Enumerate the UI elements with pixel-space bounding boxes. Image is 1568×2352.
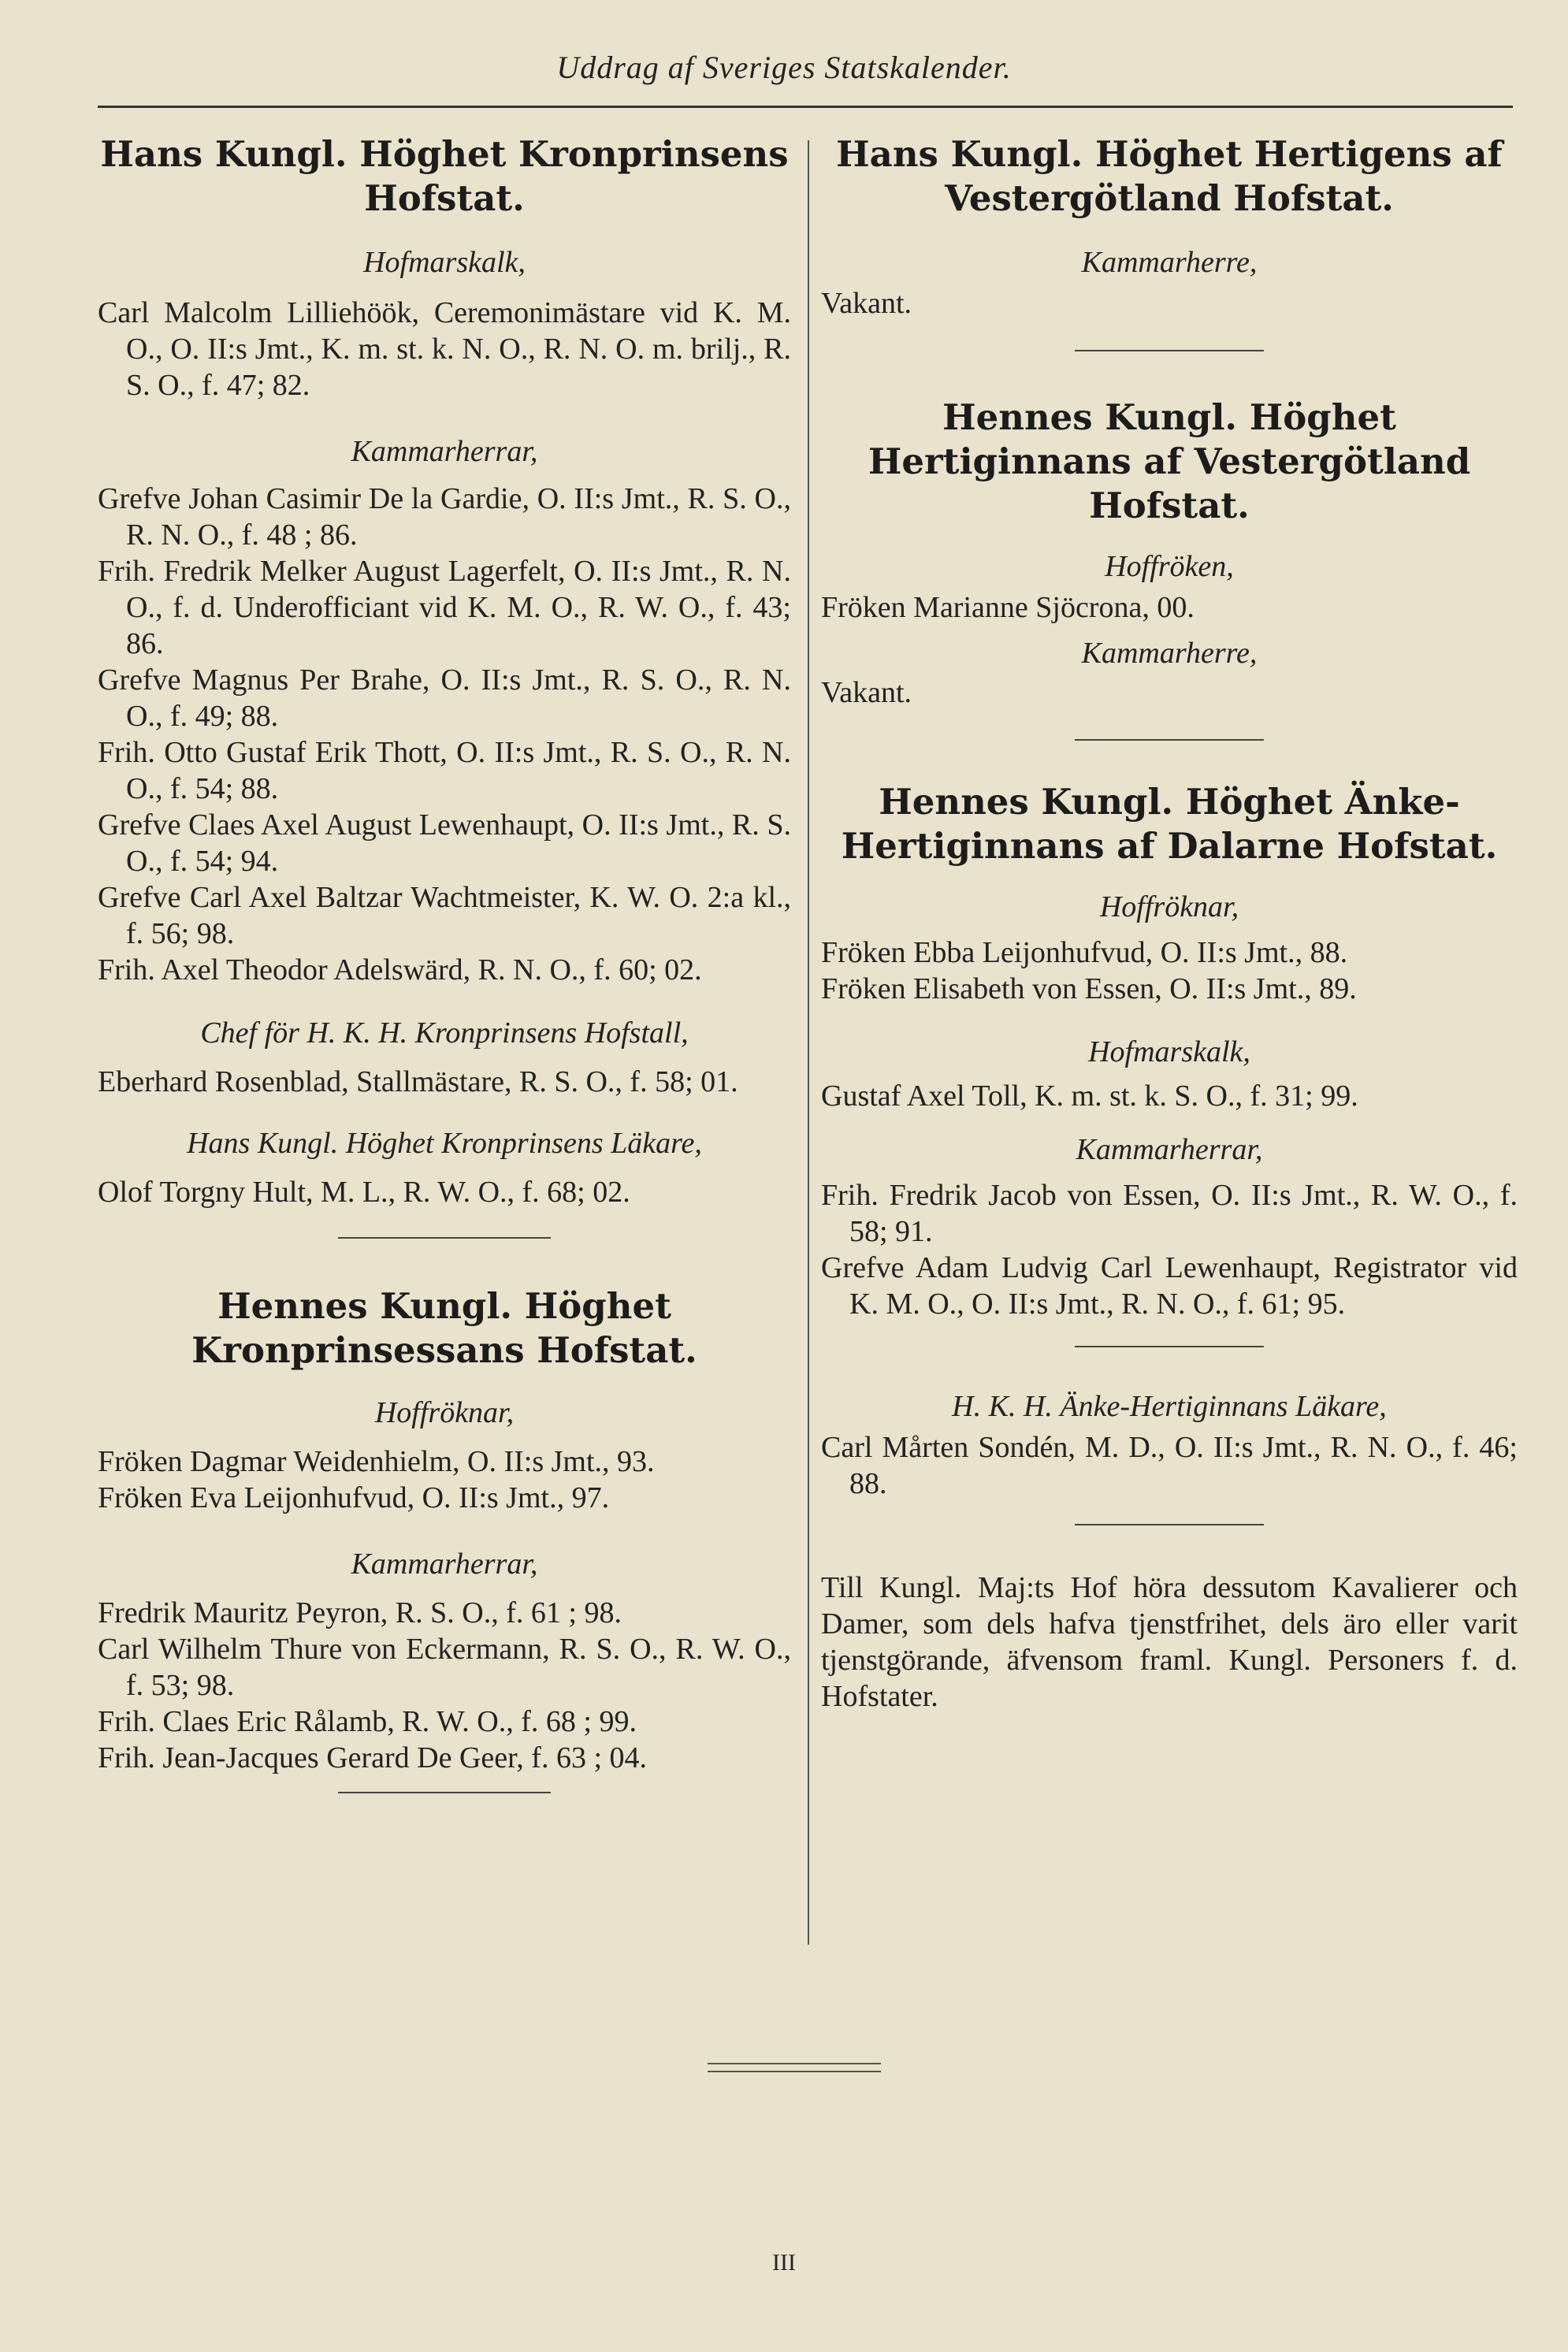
list-item: Vakant. [821, 676, 912, 709]
left-column [98, 132, 791, 1793]
list-item: Fredrik Mauritz Peyron, R. S. O., f. 61 ; 98. [98, 1596, 622, 1629]
section-divider [338, 1237, 551, 1239]
section-title-lakare: Hans Kungl. Höghet Kronprinsens Läkare, [187, 1127, 702, 1160]
list-item: Vakant. [821, 287, 912, 320]
right-column [821, 132, 1518, 1715]
list-item: Grefve Johan Casimir De la Gardie, O. II:s Jmt., R. S. O., R. N. O., f. 48 ; 86. [98, 482, 791, 552]
list-item: Frih. Fredrik Melker August Lagerfelt, O. II:s Jmt., R. N. O., f. d. Underofficiant vid K. M. O., R. W. O., f. 43; 86. [98, 555, 791, 660]
kammarherrar-list-3 [821, 1177, 1518, 1322]
section-divider [338, 1792, 551, 1793]
list-item: Grefve Magnus Per Brahe, O. II:s Jmt., R. S. O., R. N. O., f. 49; 88. [98, 663, 791, 733]
section-title-hofstall: Chef för H. K. H. Kronprinsens Hofstall, [200, 1016, 689, 1050]
section-title-hoffroknar: Hoffröknar, [374, 1396, 515, 1429]
section-title-kammarherre-2: Kammarherre, [1081, 637, 1258, 670]
list-item: Carl Wilhelm Thure von Eckermann, R. S. O., R. W. O., f. 53; 98. [98, 1633, 791, 1702]
section-title-hoffroken: Hoffröken, [1105, 550, 1234, 583]
list-item: Carl Malcolm Lilliehöök, Ceremonimästare vid K. M. O., O. II:s Jmt., K. m. st. k. N. O., R. N. O. m. brilj., R. S. O., f. 47; 82. [98, 296, 791, 402]
closing-rule-bottom [708, 2071, 881, 2072]
heading-kronprinsessans-hofstat: Hennes Kungl. Höghet Kronprinsessans Hofstat. [191, 1285, 697, 1371]
list-item: Olof Torgny Hult, M. L., R. W. O., f. 68; 02. [98, 1176, 630, 1209]
hoffroknar-list-2 [821, 934, 1518, 1007]
list-item: Grefve Claes Axel August Lewenhaupt, O. II:s Jmt., R. S. O., f. 54; 94. [98, 808, 791, 878]
section-title-kammarherrar: Kammarherrar, [351, 435, 538, 468]
hoffroknar-list [98, 1444, 791, 1516]
section-title-hofmarskalk: Hofmarskalk, [363, 246, 526, 279]
list-item: Fröken Elisabeth von Essen, O. II:s Jmt., 89. [821, 972, 1357, 1005]
list-item: Frih. Fredrik Jacob von Essen, O. II:s Jmt., R. W. O., f. 58; 91. [821, 1179, 1518, 1248]
section-title-anke-lakare: H. K. H. Änke-Hertiginnans Läkare, [952, 1390, 1387, 1423]
list-item: Fröken Ebba Leijonhufvud, O. II:s Jmt., 88. [821, 936, 1348, 969]
list-item: Fröken Marianne Sjöcrona, 00. [821, 591, 1195, 624]
closing-rule-top [708, 2063, 881, 2064]
section-title-hofmarskalk-2: Hofmarskalk, [1088, 1035, 1250, 1068]
list-item: Fröken Dagmar Weidenhielm, O. II:s Jmt., 93. [98, 1445, 655, 1478]
list-item: Frih. Claes Eric Rålamb, R. W. O., f. 68 ; 99. [98, 1705, 637, 1738]
list-item: Frih. Axel Theodor Adelswärd, R. N. O., f. 60; 02. [98, 953, 702, 987]
header-rule [98, 106, 1513, 108]
list-item: Gustaf Axel Toll, K. m. st. k. S. O., f. 31; 99. [821, 1079, 1358, 1113]
list-item: Eberhard Rosenblad, Stallmästare, R. S. O., f. 58; 01. [98, 1065, 738, 1098]
section-title-kammarherrar-2: Kammarherrar, [351, 1548, 538, 1581]
page-number: III [772, 2250, 796, 2276]
heading-hertigens-hofstat: Hans Kungl. Höghet Hertigens af Vestergötland Hofstat. [836, 133, 1503, 219]
heading-anke-hertiginnans-hofstat: Hennes Kungl. Höghet Änke-Hertiginnans af Dalarne Hofstat. [841, 781, 1498, 867]
list-item: Frih. Otto Gustaf Erik Thott, O. II:s Jmt., R. S. O., R. N. O., f. 54; 88. [98, 736, 791, 805]
list-item: Fröken Eva Leijonhufvud, O. II:s Jmt., 97. [98, 1481, 610, 1514]
list-item: Frih. Jean-Jacques Gerard De Geer, f. 63 ; 04. [98, 1741, 648, 1774]
list-item: Carl Mårten Sondén, M. D., O. II:s Jmt., R. N. O., f. 46; 88. [821, 1431, 1518, 1500]
list-item: Grefve Carl Axel Baltzar Wachtmeister, K. W. O. 2:a kl., f. 56; 98. [98, 881, 791, 950]
section-divider [1075, 350, 1264, 351]
section-divider [1075, 1524, 1264, 1525]
column-divider [808, 140, 809, 1945]
heading-hertiginnans-hofstat: Hennes Kungl. Höghet Hertiginnans af Vestergötland Hofstat. [868, 396, 1471, 526]
section-divider [1075, 1346, 1264, 1347]
heading-kronprinsens-hofstat: Hans Kungl. Höghet Kronprinsens Hofstat. [100, 133, 789, 219]
section-title-kammarherrar-3: Kammarherrar, [1076, 1133, 1263, 1166]
list-item: Grefve Adam Ludvig Carl Lewenhaupt, Registrator vid K. M. O., O. II:s Jmt., R. N. O., f. 61; 95. [821, 1251, 1518, 1321]
footnote-paragraph: Till Kungl. Maj:ts Hof höra dessutom Kavalierer och Damer, som dels hafva tjenstfrihet, dels äro eller varit tjenstgörande, äfvensom framl. Kungl. Personers f. d. Hofstater. [821, 1571, 1518, 1713]
kammarherrar-list-2 [98, 1595, 791, 1776]
running-head: Uddrag af Sveriges Statskalender. [556, 50, 1012, 85]
section-divider [1075, 739, 1264, 741]
section-title-kammarherre: Kammarherre, [1081, 246, 1258, 279]
section-title-hoffroknar-2: Hoffröknar, [1099, 890, 1239, 923]
kammarherrar-list [98, 481, 791, 988]
